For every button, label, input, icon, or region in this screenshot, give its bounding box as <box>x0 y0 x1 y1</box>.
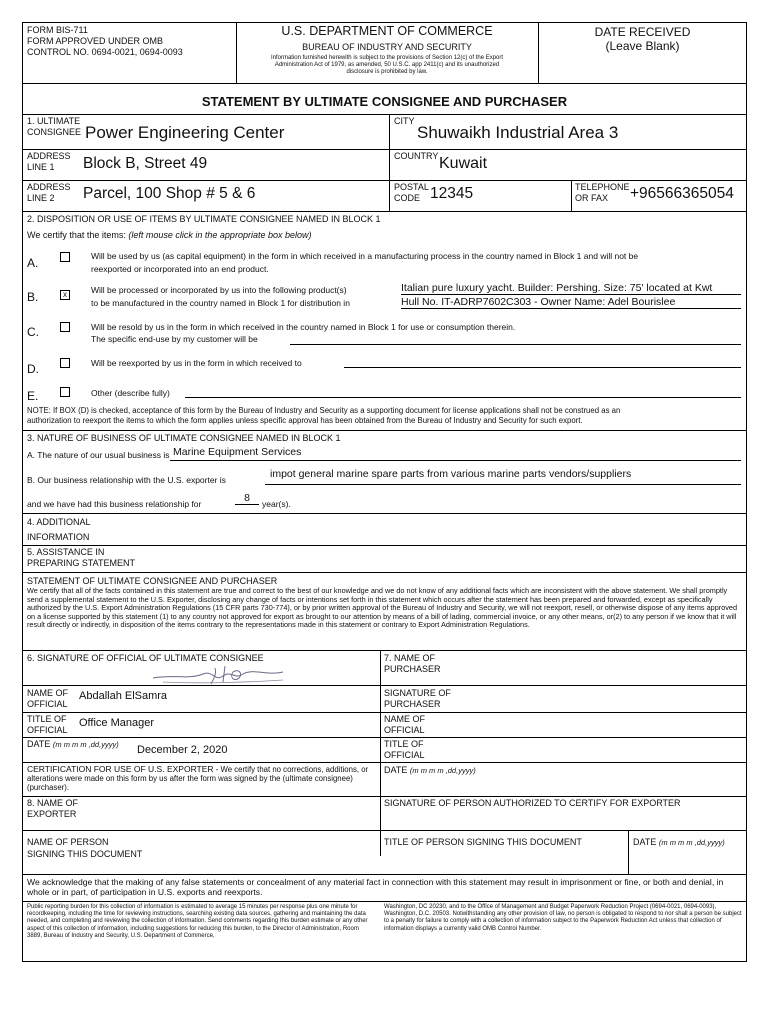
bureau-name: BUREAU OF INDUSTRY AND SECURITY <box>302 42 472 52</box>
business-nature-label: A. The nature of our usual business is <box>27 450 170 460</box>
postal-value[interactable]: 12345 <box>430 185 474 202</box>
option-a-letter: A. <box>27 256 39 270</box>
exporter-name-label-line2: EXPORTER <box>27 809 77 819</box>
phone-value[interactable]: +96566365054 <box>630 185 734 202</box>
assistance-label-line2: PREPARING STATEMENT <box>27 558 136 568</box>
certification-heading: CERTIFICATION FOR USE OF U.S. EXPORTER <box>27 764 214 774</box>
form-id: FORM BIS-711 <box>27 25 88 35</box>
purchaser-official-title-label-line2: OFFICIAL <box>384 750 425 760</box>
consignee-label-line1: 1. ULTIMATE <box>27 116 81 126</box>
date-format-hint: (m m m m ,dd,yyyy) <box>52 740 119 749</box>
consignee-date-value[interactable]: December 2, 2020 <box>137 744 228 756</box>
relationship-years-value[interactable]: 8 <box>235 493 259 505</box>
option-c-text-line2: The specific end-use by my customer will be <box>91 334 258 344</box>
option-c-checkbox[interactable] <box>60 322 70 332</box>
option-b-product-value[interactable]: Italian pure luxury yacht. Builder: Pershing. Size: 75' located at Kwt <box>401 283 741 295</box>
address1-label-line2: LINE 1 <box>27 162 55 172</box>
certification-body: - We certify that no corrections, additions, or alterations were made on this form by us after the form was signed by the (ultimate consignee)(purchaser). <box>27 765 369 793</box>
exporter-date-label <box>384 766 476 775</box>
block3-heading: 3. NATURE OF BUSINESS OF ULTIMATE CONSIGNEE NAMED IN BLOCK 1 <box>27 433 341 443</box>
block6-label: 6. SIGNATURE OF OFFICIAL OF ULTIMATE CONSIGNEE <box>27 653 264 663</box>
relationship-duration-label: and we have had this business relationship for <box>27 499 202 509</box>
option-a-checkbox[interactable] <box>60 252 70 262</box>
additional-info-label-line1: 4. ADDITIONAL <box>27 517 91 527</box>
exporter-name-label-line1: 8. NAME OF <box>27 798 79 808</box>
block2-heading: 2. DISPOSITION OR USE OF ITEMS BY ULTIMATE CONSIGNEE NAMED IN BLOCK 1 <box>27 214 381 224</box>
business-nature-value[interactable]: Marine Equipment Services <box>173 446 302 458</box>
leave-blank-label: (Leave Blank) <box>605 39 680 53</box>
block2-note-line2: authorization to reexport the items to which the form applies unless specific approval has been obtained from the Bureau of Industry and Security for such export. <box>27 416 583 425</box>
person-name-label-line2: SIGNING THIS DOCUMENT <box>27 849 143 859</box>
address2-label-line1: ADDRESS <box>27 182 71 192</box>
purchaser-signature-label-line2: PURCHASER <box>384 699 441 709</box>
burden-statement-left: Public reporting burden for this collection of information is estimated to average 15 minutes per response plus one minute for recordkeeping, including the time for reviewing instructions, searching existing data sources, gathering and maintaining the data needed, and completing and reviewing the collection of information. Send comments regarding this burden estimate or any other aspect of this collection of information, including suggestions for reducing this burden, to the Director of Administration, Room 3889, Bureau of Industry and Security, U.S. Department of Commerce, <box>27 904 368 939</box>
phone-label-line2: OR FAX <box>575 193 609 203</box>
notice-line2: Administration Act of 1979, as amended, 50 U.S.C. app 2411(c) and its unauthorized <box>274 62 500 68</box>
relationship-value[interactable]: impot general marine spare parts from various marine parts vendors/suppliers <box>270 468 632 480</box>
final-date-text: DATE <box>633 837 657 847</box>
relationship-years-suffix: year(s). <box>262 499 291 509</box>
option-b-text-line2: to be manufactured in the country named in Block 1 for distribution in <box>91 298 350 308</box>
date-received-label: DATE RECEIVED <box>594 25 691 39</box>
consignee-value[interactable]: Power Engineering Center <box>85 123 285 142</box>
option-b-letter: B. <box>27 290 39 304</box>
block2-note-line1: NOTE: If BOX (D) is checked, acceptance of this form by the Bureau of Industry and Security as a supporting document for license applications shall not be construed as an <box>27 406 621 415</box>
official-title-label-line1: TITLE OF <box>27 714 67 724</box>
final-date-format: (m m m m ,dd,yyyy) <box>658 838 725 847</box>
block2-certify <box>27 231 311 240</box>
option-a-text-line1: Will be used by us (as capital equipment) in the form in which received in a manufacturing process in the country named in Block 1 and will not be <box>91 251 639 261</box>
city-value[interactable]: Shuwaikh Industrial Area 3 <box>417 123 619 142</box>
final-date-label <box>633 838 725 847</box>
city-label: CITY <box>394 116 415 126</box>
address1-value[interactable]: Block B, Street 49 <box>83 155 208 172</box>
option-e-checkbox[interactable] <box>60 387 70 397</box>
authorized-signature-label: SIGNATURE OF PERSON AUTHORIZED TO CERTIFY FOR EXPORTER <box>384 798 681 808</box>
official-title-value[interactable]: Office Manager <box>79 717 155 729</box>
purchaser-signature-label-line1: SIGNATURE OF <box>384 688 451 698</box>
postal-label-line2: CODE <box>394 193 421 203</box>
purchaser-name-label-line2: PURCHASER <box>384 664 441 674</box>
option-a-text-line2: reexported or incorporated into an end product. <box>91 264 269 274</box>
exporter-date-text: DATE <box>384 765 408 775</box>
exporter-certification <box>27 764 375 793</box>
official-title-label-line2: OFFICIAL <box>27 725 68 735</box>
option-d-checkbox[interactable] <box>60 358 70 368</box>
option-e-text: Other (describe fully) <box>91 388 170 398</box>
option-d-letter: D. <box>27 362 39 376</box>
consignee-signature <box>143 660 293 688</box>
option-e-letter: E. <box>27 389 39 403</box>
address1-label-line1: ADDRESS <box>27 151 71 161</box>
assistance-label-line1: 5. ASSISTANCE IN <box>27 547 105 557</box>
official-name-label-line1: NAME OF <box>27 688 69 698</box>
address2-value[interactable]: Parcel, 100 Shop # 5 & 6 <box>83 185 256 202</box>
consignee-date-label <box>27 740 119 749</box>
acknowledgement: We acknowledge that the making of any false statements or concealment of any material fact in connection with this statement may result in imprisonment or fine, or both and denial, in whole or in part, of participation in U.S. exports and reexports. <box>27 877 724 898</box>
omb-line1: FORM APPROVED UNDER OMB <box>27 36 164 46</box>
statement-body: We certify that all of the facts contained in this statement are true and correct to the best of our knowledge and we do not know of any additional facts which are inconsistent with the above statement. We shall promptly send a supplemental statement to the U.S. Exporter, disclosing any change of facts or intentions set forth in this statement which occurs after the statement has been prepared and forwarded, except as specifically authorized by the U.S. Export Administration Regulations (15 CFR parts 730-774), or by prior written approval of the Bureau of Industry and Security, we will not reexport, resell, or otherwise dispose of any items approved on a license supported by this statement (1) to any country not approved for export as brought to our attention by means of a bill of lading, commercial invoice, or any other means, or(2) to any person if we know that it will result directly or indirectly, in disposition of the items contrary to the representations made in this statement or contrary to Export Administration Regulations. <box>27 586 738 630</box>
bis-711-form <box>22 22 747 962</box>
consignee-label-line2: CONSIGNEE <box>27 127 82 137</box>
date-label-text: DATE <box>27 739 51 749</box>
notice-line3: disclosure is prohibited by law. <box>346 69 428 75</box>
omb-line2: CONTROL NO. 0694-0021, 0694-0093 <box>27 47 183 57</box>
purchaser-official-name-label-line2: OFFICIAL <box>384 725 425 735</box>
purchaser-official-title-label-line1: TITLE OF <box>384 739 424 749</box>
country-value[interactable]: Kuwait <box>439 155 488 172</box>
address2-label-line2: LINE 2 <box>27 193 55 203</box>
exporter-date-format: (m m m m ,dd,yyyy) <box>409 766 476 775</box>
additional-info-label-line2: INFORMATION <box>27 532 90 542</box>
purchaser-name-label-line1: 7. NAME OF <box>384 653 436 663</box>
department-name: U.S. DEPARTMENT OF COMMERCE <box>281 24 493 38</box>
phone-label-line1: TELEPHONE <box>575 182 630 192</box>
option-b-text-line1: Will be processed or incorporated by us into the following product(s) <box>91 285 347 295</box>
official-name-value[interactable]: Abdallah ElSamra <box>79 690 168 702</box>
person-title-label: TITLE OF PERSON SIGNING THIS DOCUMENT <box>384 837 582 847</box>
postal-label-line1: POSTAL <box>394 182 429 192</box>
certify-text: We certify that the items: <box>27 230 126 240</box>
notice-line1: Information furnished herewith is subject to the provisions of Section 12(c) of the Export <box>270 55 504 61</box>
burden-statement-right: Washington, DC 20230, and to the Office of Management and Budget Paperwork Reduction Project (0694-0021, 0694-0093), Washington, D.C. 20503. Notwithstanding any other provision of law, no person is obligated to respond to nor shall a person be subject to a penalty for failure to comply with a collection of information subject to the Paperwork Reduction Act unless that collection of information displays a currently valid OMB Control Number. <box>384 904 742 932</box>
option-c-text-line1: Will be resold by us in the form in which received in the country named in Block 1 for use or consumption therein. <box>91 322 516 332</box>
relationship-label: B. Our business relationship with the U.S. exporter is <box>27 475 226 485</box>
certify-hint: (left mouse click in the appropriate box below) <box>128 230 312 240</box>
purchaser-official-name-label-line1: NAME OF <box>384 714 426 724</box>
option-d-text: Will be reexported by us in the form in which received to <box>91 358 302 368</box>
option-b-distribution-value[interactable]: Hull No. IT-ADRP7602C303 - Owner Name: Adel Bourislee <box>401 297 741 309</box>
country-label: COUNTRY <box>394 151 439 161</box>
statement-heading: STATEMENT OF ULTIMATE CONSIGNEE AND PURCHASER <box>27 576 278 586</box>
option-b-checkbox[interactable]: x <box>60 290 70 300</box>
official-name-label-line2: OFFICIAL <box>27 699 68 709</box>
form-title: STATEMENT BY ULTIMATE CONSIGNEE AND PURCHASER <box>201 94 568 109</box>
person-name-label-line1: NAME OF PERSON <box>27 837 109 847</box>
option-c-letter: C. <box>27 325 39 339</box>
